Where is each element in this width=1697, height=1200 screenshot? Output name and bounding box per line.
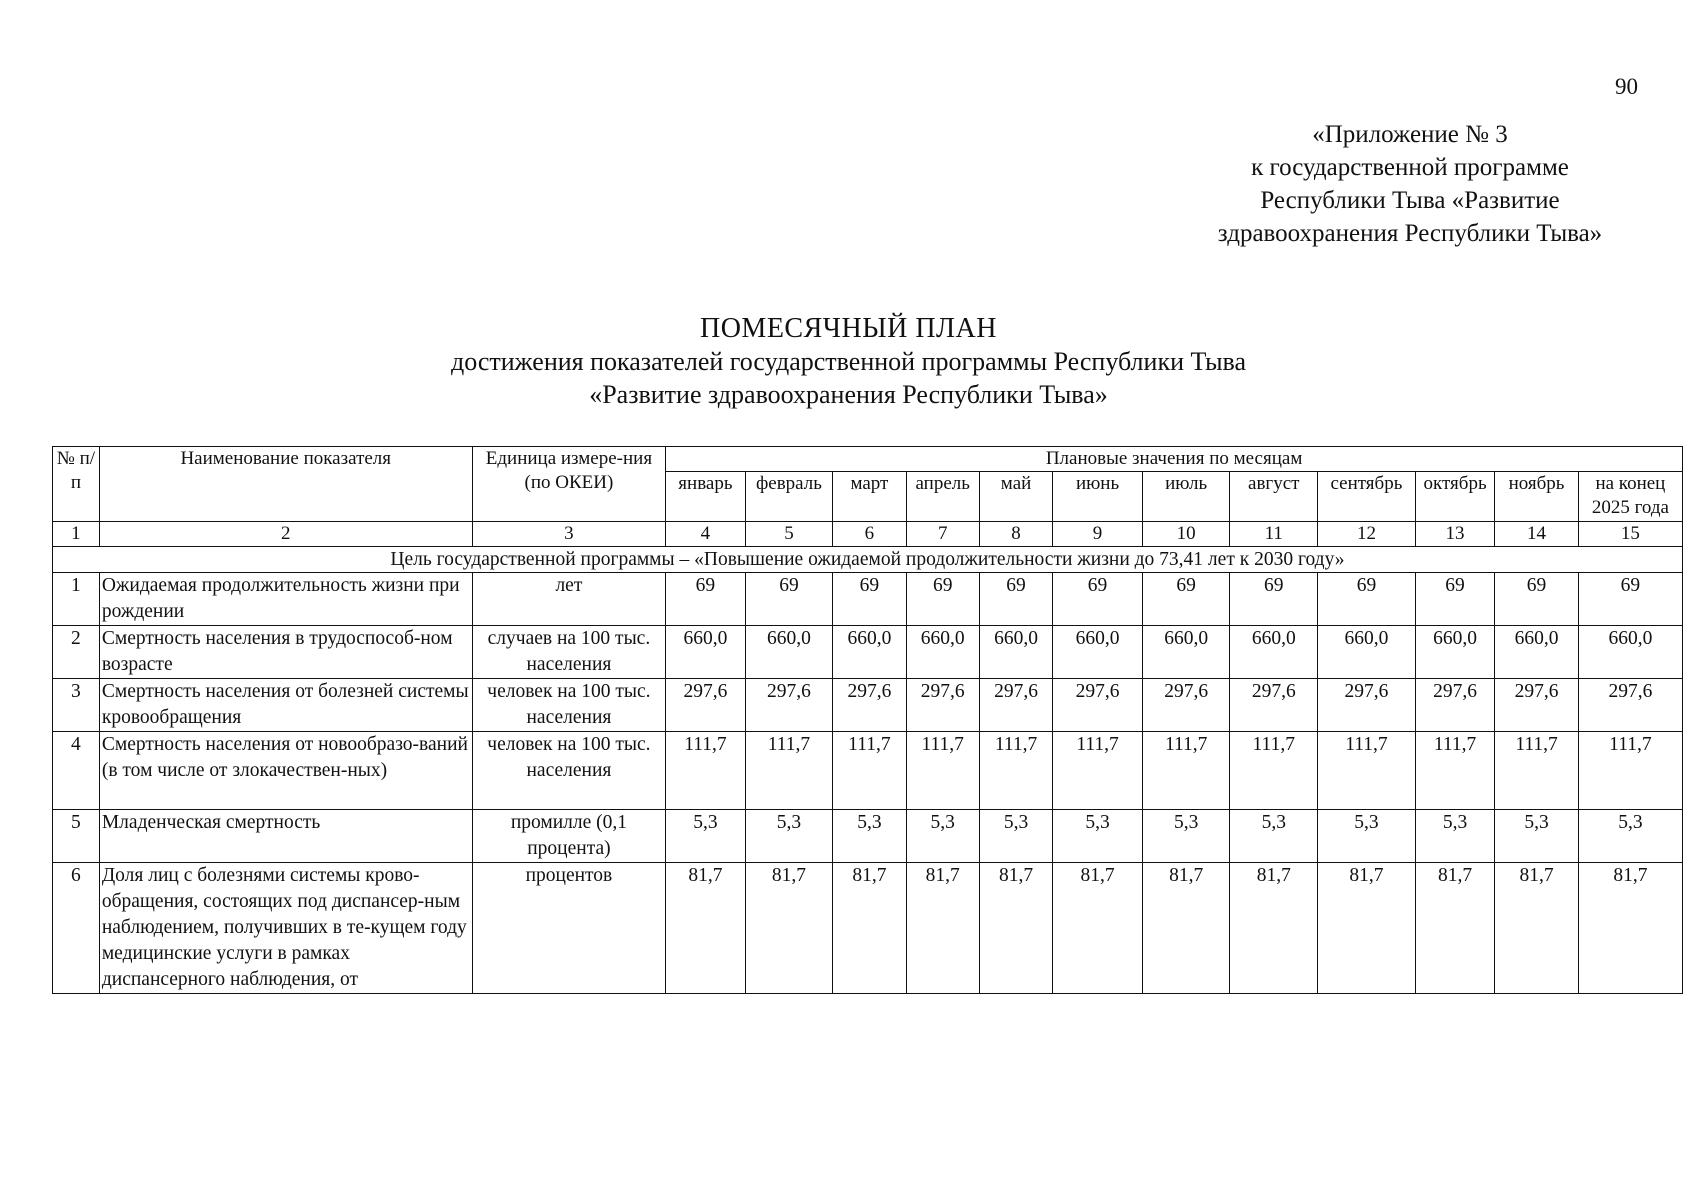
title-main: ПОМЕСЯЧНЫЙ ПЛАН [699,313,997,344]
month-value: 81,7 [1415,863,1494,994]
month-value: 81,7 [979,863,1052,994]
month-value: 5,3 [1053,810,1143,863]
column-number: 12 [1318,522,1416,547]
document-title [0,312,1697,411]
month-value: 660,0 [1318,626,1416,679]
month-value: 297,6 [1415,679,1494,732]
month-value: 660,0 [979,626,1052,679]
month-value: 69 [1318,573,1416,626]
month-value: 81,7 [1495,863,1579,994]
header-month: на конец 2025 года [1578,472,1682,522]
header-name: Наименование показателя [99,447,472,522]
month-value: 111,7 [666,732,745,810]
month-value: 5,3 [906,810,979,863]
month-value: 81,7 [833,863,906,994]
month-value: 297,6 [1578,679,1682,732]
month-value: 5,3 [1142,810,1230,863]
month-value: 297,6 [1495,679,1579,732]
month-value: 111,7 [1495,732,1579,810]
page-number: 90 [1615,74,1638,99]
month-value: 69 [1495,573,1579,626]
indicator-name: Младенческая смертность [99,810,472,863]
indicator-name: Смертность населения от новообразо-ваний (в том числе от злокачествен-ных) [99,732,472,810]
indicator-unit: человек на 100 тыс. населения [472,679,666,732]
month-value: 111,7 [1053,732,1143,810]
column-number: 8 [979,522,1052,547]
row-number: 5 [53,810,100,863]
month-value: 660,0 [1495,626,1579,679]
month-value: 660,0 [1415,626,1494,679]
month-value: 111,7 [1318,732,1416,810]
column-number: 13 [1415,522,1494,547]
row-number: 3 [53,679,100,732]
table-row [53,626,1683,679]
header-month: февраль [745,472,833,522]
monthly-plan-table [52,446,1683,994]
indicator-unit: процентов [472,863,666,994]
month-value: 660,0 [1053,626,1143,679]
month-value: 297,6 [833,679,906,732]
column-number: 2 [99,522,472,547]
row-number: 6 [53,863,100,994]
month-value: 81,7 [1142,863,1230,994]
row-number: 2 [53,626,100,679]
column-number: 10 [1142,522,1230,547]
month-value: 5,3 [1415,810,1494,863]
month-value: 111,7 [745,732,833,810]
month-value: 297,6 [1318,679,1416,732]
month-value: 81,7 [906,863,979,994]
month-value: 5,3 [979,810,1052,863]
month-value: 81,7 [745,863,833,994]
month-value: 69 [1142,573,1230,626]
table-row [53,679,1683,732]
row-number: 4 [53,732,100,810]
month-value: 81,7 [666,863,745,994]
month-value: 81,7 [1230,863,1318,994]
month-value: 81,7 [1318,863,1416,994]
column-number: 3 [472,522,666,547]
month-value: 297,6 [666,679,745,732]
month-value: 660,0 [745,626,833,679]
month-value: 5,3 [1318,810,1416,863]
month-value: 111,7 [906,732,979,810]
month-value: 660,0 [906,626,979,679]
indicator-name: Доля лиц с болезнями системы крово-обращения, состоящих под диспансер-ным наблюдением, получивших в те-кущем году медицинские услуги в рамках диспансерного наблюдения, от [99,863,472,994]
month-value: 5,3 [666,810,745,863]
appendix-line: к государственной программе [1251,154,1569,181]
month-value: 81,7 [1053,863,1143,994]
month-value: 5,3 [833,810,906,863]
month-value: 297,6 [745,679,833,732]
header-month: октябрь [1415,472,1494,522]
column-number: 5 [745,522,833,547]
header-unit: Единица измере-ния (по ОКЕИ) [472,447,666,522]
column-number: 4 [666,522,745,547]
month-value: 660,0 [1142,626,1230,679]
month-value: 297,6 [906,679,979,732]
month-value: 69 [1578,573,1682,626]
column-number: 11 [1230,522,1318,547]
indicator-unit: промилле (0,1 процента) [472,810,666,863]
month-value: 5,3 [1578,810,1682,863]
month-value: 69 [906,573,979,626]
goal-row [53,547,1683,573]
month-value: 81,7 [1578,863,1682,994]
indicator-name: Ожидаемая продолжительность жизни при рождении [99,573,472,626]
month-value: 660,0 [666,626,745,679]
indicator-rows [53,573,1683,994]
header-month: май [979,472,1052,522]
row-number: 1 [53,573,100,626]
column-number-row [53,522,1683,547]
column-number: 6 [833,522,906,547]
month-value: 69 [833,573,906,626]
month-value: 69 [1053,573,1143,626]
table-row [53,573,1683,626]
indicator-unit: случаев на 100 тыс. населения [472,626,666,679]
table-row [53,810,1683,863]
month-value: 111,7 [833,732,906,810]
appendix-line: Республики Тыва «Развитие [1260,187,1560,214]
month-value: 111,7 [1142,732,1230,810]
month-value: 111,7 [1415,732,1494,810]
indicator-unit: лет [472,573,666,626]
title-subline: «Развитие здравоохранения Республики Тыва» [589,380,1108,409]
month-value: 69 [1415,573,1494,626]
month-value: 69 [745,573,833,626]
indicator-name: Смертность населения в трудоспособ-ном возрасте [99,626,472,679]
column-number: 9 [1053,522,1143,547]
indicator-unit: человек на 100 тыс. населения [472,732,666,810]
month-value: 660,0 [1230,626,1318,679]
title-subline: достижения показателей государственной программы Республики Тыва [450,347,1247,376]
header-plan: Плановые значения по месяцам [666,447,1683,472]
month-value: 660,0 [1578,626,1682,679]
month-value: 5,3 [745,810,833,863]
header-month: апрель [906,472,979,522]
column-number: 1 [53,522,100,547]
month-value: 111,7 [1230,732,1318,810]
month-value: 297,6 [979,679,1052,732]
header-num: № п/п [53,447,100,522]
header-month: июнь [1053,472,1143,522]
month-value: 69 [979,573,1052,626]
month-value: 660,0 [833,626,906,679]
header-month: январь [666,472,745,522]
header-month: март [833,472,906,522]
month-value: 5,3 [1495,810,1579,863]
month-value: 111,7 [979,732,1052,810]
appendix-line: здравоохранения Республики Тыва» [1217,220,1603,247]
month-value: 5,3 [1230,810,1318,863]
program-goal: Цель государственной программы – «Повышение ожидаемой продолжительности жизни до 73,41 лет к 2030 году» [53,547,1683,573]
header-month: сентябрь [1318,472,1416,522]
column-number: 14 [1495,522,1579,547]
table-row [53,863,1683,994]
month-value: 69 [666,573,745,626]
appendix-note [1170,118,1650,250]
month-value: 111,7 [1578,732,1682,810]
month-value: 69 [1230,573,1318,626]
month-value: 297,6 [1230,679,1318,732]
month-value: 297,6 [1053,679,1143,732]
header-month: июль [1142,472,1230,522]
month-value: 297,6 [1142,679,1230,732]
table-row [53,732,1683,810]
appendix-line: «Приложение № 3 [1312,121,1508,148]
header-month: ноябрь [1495,472,1579,522]
column-number: 15 [1578,522,1682,547]
column-number: 7 [906,522,979,547]
header-month: август [1230,472,1318,522]
indicator-name: Смертность населения от болезней системы кровообращения [99,679,472,732]
